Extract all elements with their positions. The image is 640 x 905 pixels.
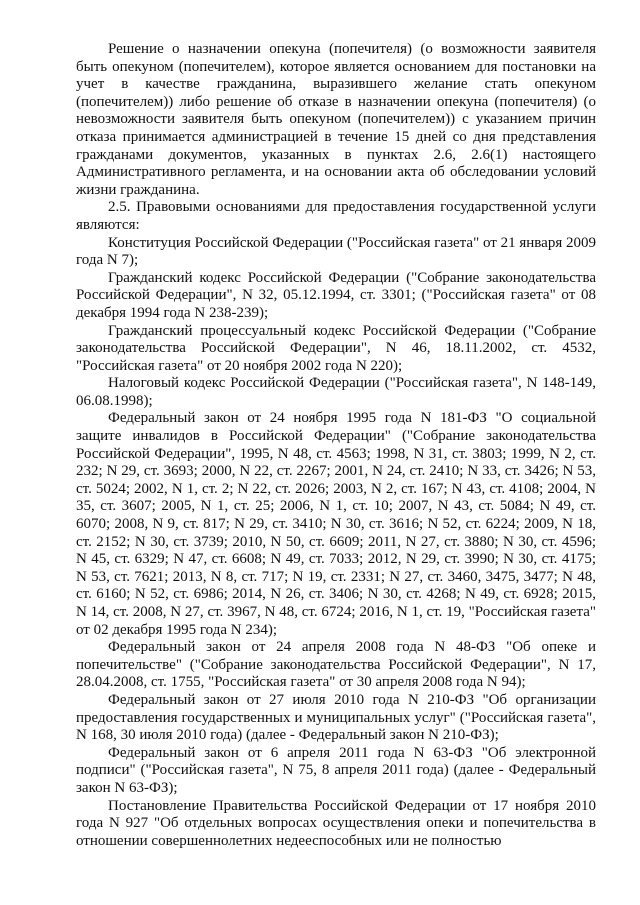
paragraph-guardian-decision: Решение о назначении опекуна (попечителя) (о возможности заявителя быть опекуном (попечителем), которое является основанием для постановки на учет в качестве гражданина, выразившего желание стать опекуном (попечителем)) либо решение об отказе в назначении опекуна (попечителя) (о невозможности заявителя быть опекуном (попечителем)) с указанием причин отказа принимается администрацией в течение 15 дней со дня представления гражданами документов, указанных в пунктах 2.6, 2.6(1) настоящего Административного регламента, и на основании акта об обследовании условий жизни гражданина. [76, 41, 596, 198]
document-page [76, 41, 596, 850]
paragraph-law-181-fz: Федеральный закон от 24 ноября 1995 года N 181-ФЗ "О социальной защите инвалидов в Российской Федерации" ("Собрание законодательства Российской Федерации", 1995, N 48, ст. 4563; 1998, N 31, ст. 3803; 1999, N 2, ст. 232; N 29, ст. 3693; 2000, N 22, ст. 2267; 2001, N 24, ст. 2410; N 33, ст. 3426; N 53, ст. 5024; 2002, N 1, ст. 2; N 22, ст. 2026; 2003, N 2, ст. 167; N 43, ст. 4108; 2004, N 35, ст. 3607; 2005, N 1, ст. 25; 2006, N 1, ст. 10; 2007, N 43, ст. 5084; N 49, ст. 6070; 2008, N 9, ст. 817; N 29, ст. 3410; N 30, ст. 3616; N 52, ст. 6224; 2009, N 18, ст. 2152; N 30, ст. 3739; 2010, N 50, ст. 6609; 2011, N 27, ст. 3880; N 30, ст. 4596; N 45, ст. 6329; N 47, ст. 6608; N 49, ст. 7033; 2012, N 29, ст. 3990; N 30, ст. 4175; N 53, ст. 7621; 2013, N 8, ст. 717; N 19, ст. 2331; N 27, ст. 3460, 3475, 3477; N 48, ст. 6160; N 52, ст. 6986; 2014, N 26, ст. 3406; N 30, ст. 4268; N 49, ст. 6928; 2015, N 14, ст. 2008, N 27, ст. 3967, N 48, ст. 6724; 2016, N 1, ст. 19, "Российская газета" от 02 декабря 1995 года N 234); [76, 410, 596, 638]
paragraph-law-63-fz: Федеральный закон от 6 апреля 2011 года N 63-ФЗ "Об электронной подписи" ("Российская газета", N 75, 8 апреля 2011 года) (далее - Федеральный закон N 63-ФЗ); [76, 744, 596, 796]
paragraph-law-210-fz: Федеральный закон от 27 июля 2010 года N 210-ФЗ "Об организации предоставления государственных и муниципальных услуг" ("Российская газета", N 168, 30 июля 2010 года) (далее - Федеральный закон N 210-ФЗ); [76, 691, 596, 744]
paragraph-law-48-fz: Федеральный закон от 24 апреля 2008 года N 48-ФЗ "Об опеке и попечительстве" ("Собрание законодательства Российской Федерации", N 17, 28.04.2008, ст. 1755, "Российская газета" от 30 апреля 2008 года N 94); [76, 639, 596, 691]
paragraph-legal-grounds-heading: 2.5. Правовыми основаниями для предоставления государственной услуги являются: [76, 199, 596, 233]
paragraph-government-decree-927: Постановление Правительства Российской Федерации от 17 ноября 2010 года N 927 "Об отдельных вопросах осуществления опеки и попечительства в отношении совершеннолетних недееспособных или не полностью [76, 797, 596, 849]
paragraph-civil-procedure-code: Гражданский процессуальный кодекс Российской Федерации ("Собрание законодательства Российской Федерации", N 46, 18.11.2002, ст. 4532, "Российская газета" от 20 ноября 2002 года N 220); [76, 322, 596, 374]
paragraph-tax-code: Налоговый кодекс Российской Федерации ("Российская газета", N 148-149, 06.08.1998); [76, 375, 596, 409]
paragraph-civil-code: Гражданский кодекс Российской Федерации ("Собрание законодательства Российской Федерации", N 32, 05.12.1994, ст. 3301; ("Российская газета" от 08 декабря 1994 года N 238-239); [76, 269, 596, 321]
paragraph-constitution: Конституция Российской Федерации ("Российская газета" от 21 января 2009 года N 7); [76, 234, 596, 269]
